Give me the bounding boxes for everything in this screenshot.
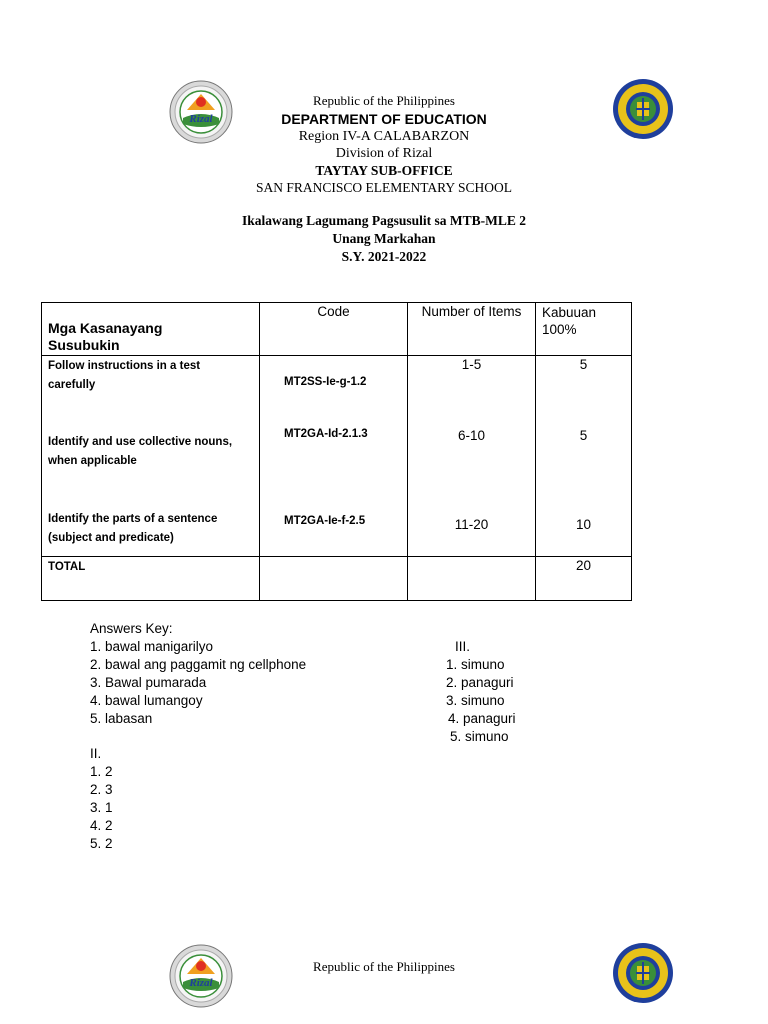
grand-total: 20 <box>575 558 592 573</box>
school-year: S.Y. 2021-2022 <box>341 249 427 264</box>
total-label: TOTAL <box>48 561 86 573</box>
header-number-of-items: Number of Items <box>421 304 522 319</box>
republic-text: Republic of the Philippines <box>313 93 455 108</box>
answer-part3-item5: 5. simuno <box>450 729 509 744</box>
list-item: 5. labasan <box>90 711 153 726</box>
skill-row2-line1: Identify and use collective nouns, <box>48 436 233 448</box>
code-row1: MT2SS-Ie-g-1.2 <box>284 376 367 388</box>
answer-part2-list <box>90 763 113 853</box>
total-row2: 5 <box>579 428 588 443</box>
list-item: 2. bawal ang paggamit ng cellphone <box>90 657 307 672</box>
list-item: 3. Bawal pumarada <box>90 675 207 690</box>
table-row <box>42 356 632 557</box>
list-item: 4. 2 <box>90 818 113 833</box>
answers-heading: Answers Key: <box>90 621 173 636</box>
header-kabuuan: Kabuuan 100% <box>542 305 597 337</box>
answer-part3-item2: 2. panaguri <box>446 675 514 690</box>
items-row2: 6-10 <box>457 428 486 443</box>
list-item: 1. bawal manigarilyo <box>90 639 214 654</box>
total-row3: 10 <box>575 517 592 532</box>
table-total-row <box>42 557 632 601</box>
list-item: 1. 2 <box>90 764 113 779</box>
list-item: 2. 3 <box>90 782 113 797</box>
skill-row2-line2: when applicable <box>48 455 137 467</box>
list-item: 3. 1 <box>90 800 113 815</box>
region-text: Region IV-A CALABARZON <box>298 129 470 144</box>
department-title: DEPARTMENT OF EDUCATION <box>281 111 487 127</box>
suboffice-text: TAYTAY SUB-OFFICE <box>315 163 453 178</box>
footer-republic-text: Republic of the Philippines <box>313 959 455 974</box>
school-name: SAN FRANCISCO ELEMENTARY SCHOOL <box>255 180 513 195</box>
table-header-row <box>42 303 632 356</box>
skill-row1-line1: Follow instructions in a test <box>48 360 201 372</box>
list-item: 4. bawal lumangoy <box>90 693 203 708</box>
header-code: Code <box>317 304 350 319</box>
items-row1: 1-5 <box>461 357 482 372</box>
skill-row3-line2: (subject and predicate) <box>48 532 174 544</box>
rizal-seal-logo-footer <box>169 944 233 1008</box>
items-row3: 11-20 <box>454 517 489 532</box>
svg-text:Rizal: Rizal <box>189 977 213 989</box>
specification-table <box>41 302 632 601</box>
total-row1: 5 <box>579 357 588 372</box>
code-row2: MT2GA-Id-2.1.3 <box>284 428 368 440</box>
skill-row1-line2: carefully <box>48 379 96 391</box>
exam-title: Ikalawang Lagumang Pagsusulit sa MTB-MLE 2 <box>242 213 526 228</box>
skill-row3-line1: Identify the parts of a sentence <box>48 513 218 525</box>
header-skills: Mga Kasanayang Susubukin <box>48 320 163 353</box>
answer-part1-list <box>90 638 306 728</box>
answer-part3-item3: 3. simuno <box>446 693 505 708</box>
answer-part3-item4: 4. panaguri <box>448 711 516 726</box>
answer-part3-item1: 1. simuno <box>446 657 505 672</box>
answer-part2-label: II. <box>90 746 102 761</box>
list-item: 5. 2 <box>90 836 113 851</box>
answer-part3-label: III. <box>455 639 471 654</box>
svg-text:Rizal: Rizal <box>189 113 213 125</box>
quarter-title: Unang Markahan <box>332 231 436 246</box>
division-text: Division of Rizal <box>335 146 433 161</box>
code-row3: MT2GA-Ie-f-2.5 <box>284 515 366 527</box>
